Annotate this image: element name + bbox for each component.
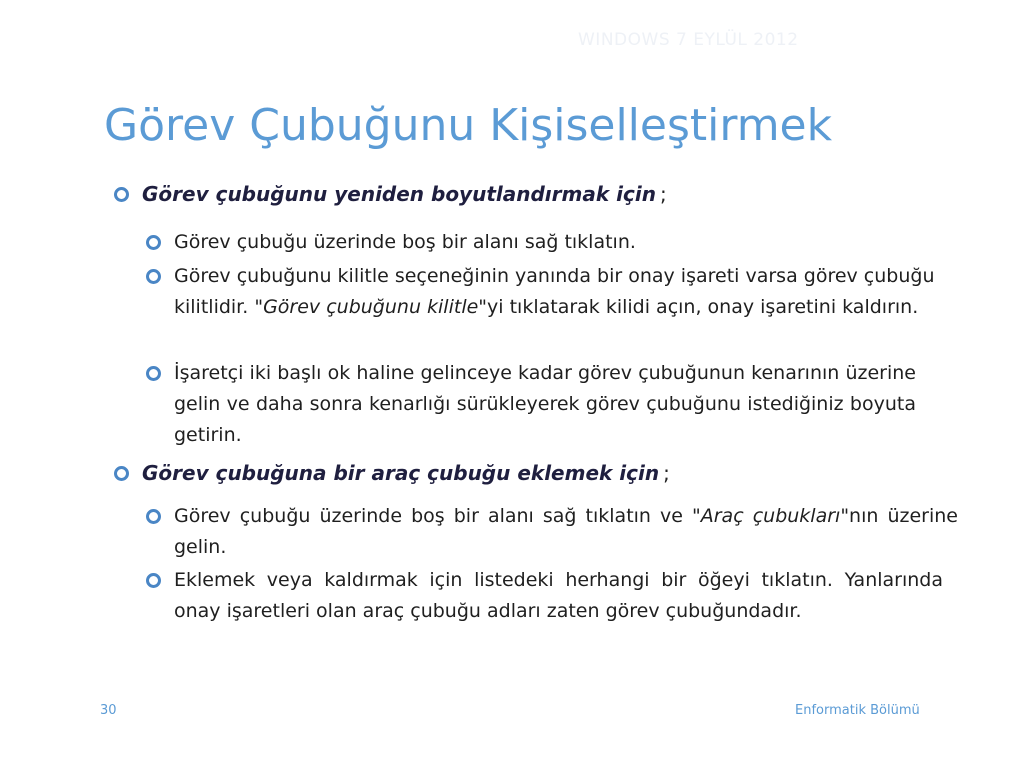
list-item: İşaretçi iki başlı ok haline gelinceye kadar görev çubuğunun kenarının üzerine gelin ve daha sonra kenarlığı sürükleyerek görev çubuğunu istediğiniz boyuta getirin. bbox=[146, 358, 916, 451]
heading-text: Görev çubuğunu yeniden boyutlandırmak için bbox=[142, 182, 656, 206]
bullet-icon bbox=[146, 235, 161, 250]
bullet-icon bbox=[146, 509, 161, 524]
page-number: 30 bbox=[100, 703, 117, 718]
header-watermark: WINDOWS 7 EYLÜL 2012 bbox=[578, 30, 799, 50]
bullet-icon bbox=[114, 187, 129, 202]
list-item: Görev çubuğu üzerinde boş bir alanı sağ tıklatın ve "Araç çubukları"nın üzerine gelin. bbox=[146, 501, 958, 563]
list-item: Görev çubuğu üzerinde boş bir alanı sağ tıklatın. bbox=[146, 227, 926, 258]
heading-suffix: ; bbox=[663, 461, 670, 485]
bullet-icon bbox=[114, 466, 129, 481]
list-item: Eklemek veya kaldırmak için listedeki herhangi bir öğeyi tıklatın. Yanlarında onay işaretleri olan araç çubuğu adları zaten görev çubuğundadır. bbox=[146, 565, 943, 627]
list-item: Görev çubuğunu kilitle seçeneğinin yanında bir onay işareti varsa görev çubuğu kilitlidir. "Görev çubuğunu kilitle"yi tıklatarak kilidi açın, onay işaretini kaldırın. bbox=[146, 261, 936, 323]
heading-suffix: ; bbox=[659, 182, 667, 206]
slide-title: Görev Çubuğunu Kişiselleştirmek bbox=[104, 100, 833, 151]
bullet-icon bbox=[146, 269, 161, 284]
footer-department: Enformatik Bölümü bbox=[795, 703, 920, 718]
section-heading-toolbar bbox=[114, 461, 670, 485]
section-heading-resize bbox=[114, 182, 667, 206]
heading-text: Görev çubuğuna bir araç çubuğu eklemek için bbox=[142, 461, 660, 485]
bullet-icon bbox=[146, 366, 161, 381]
bullet-icon bbox=[146, 573, 161, 588]
